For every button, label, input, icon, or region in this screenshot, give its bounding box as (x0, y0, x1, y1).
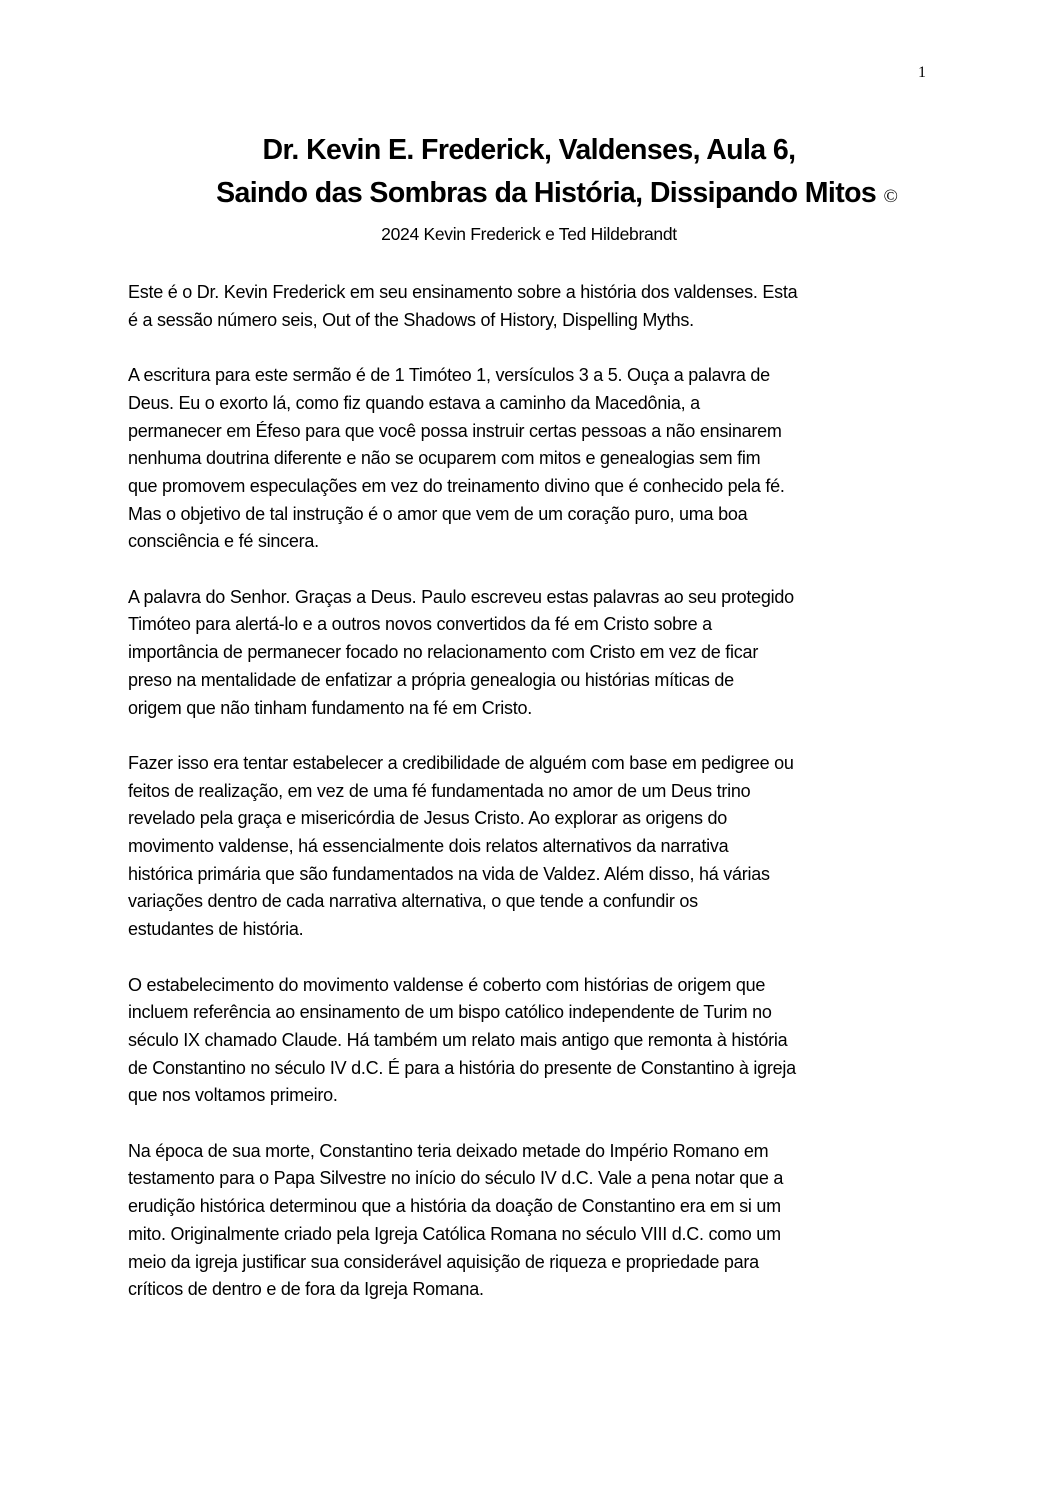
paragraph-line: mito. Originalmente criado pela Igreja Católica Romana no século VIII d.C. como um (128, 1223, 781, 1244)
paragraph-line: preso na mentalidade de enfatizar a própria genealogia ou histórias míticas de (128, 669, 734, 690)
paragraph (128, 279, 948, 334)
paragraph-line: erudição histórica determinou que a história da doação de Constantino era em si um (128, 1196, 781, 1217)
paragraph-line: Este é o Dr. Kevin Frederick em seu ensinamento sobre a história dos valdenses. Esta (128, 282, 798, 302)
subtitle: 2024 Kevin Frederick e Ted Hildebrandt (381, 224, 677, 244)
paragraph-line: é a sessão número seis, Out of the Shadows of History, Dispelling Myths. (128, 309, 694, 330)
paragraph-line: meio da igreja justificar sua considerável aquisição de riqueza e propriedade para (128, 1251, 759, 1272)
paragraph-line: de Constantino no século IV d.C. É para a história do presente de Constantino à igreja (128, 1057, 796, 1078)
paragraph-line: movimento valdense, há essencialmente dois relatos alternativos da narrativa (128, 836, 729, 857)
paragraph (128, 362, 948, 556)
paragraph-line: nenhuma doutrina diferente e não se ocuparem com mitos e genealogias sem fim (128, 448, 761, 469)
title-line-2 (28, 177, 1058, 210)
paragraph-line: que nos voltamos primeiro. (128, 1085, 338, 1106)
paragraph-line: Deus. Eu o exorto lá, como fiz quando estava a caminho da Macedônia, a (128, 392, 700, 413)
paragraph-line: consciência e fé sincera. (128, 531, 319, 552)
paragraph (128, 1138, 948, 1304)
paragraph (128, 750, 948, 944)
paragraph-line: incluem referência ao ensinamento de um bispo católico independente de Turim no (128, 1002, 772, 1023)
copyright-symbol: © (883, 186, 898, 207)
paragraph-line: Timóteo para alertá-lo e a outros novos convertidos da fé em Cristo sobre a (128, 614, 712, 635)
paragraph-line: estudantes de história. (128, 919, 304, 940)
paragraph-line: Mas o objetivo de tal instrução é o amor que vem de um coração puro, uma boa (128, 503, 748, 524)
paragraph-line: feitos de realização, em vez de uma fé fundamentada no amor de um Deus trino (128, 780, 751, 801)
paragraph-line: origem que não tinham fundamento na fé em Cristo. (128, 697, 532, 718)
title-line-1: Dr. Kevin E. Frederick, Valdenses, Aula 6, (262, 134, 796, 166)
document-body (128, 279, 948, 1332)
page-number: 1 (918, 64, 926, 81)
paragraph (128, 584, 948, 723)
paragraph-line: Na época de sua morte, Constantino teria deixado metade do Império Romano em (128, 1140, 769, 1161)
paragraph-line: revelado pela graça e misericórdia de Jesus Cristo. Ao explorar as origens do (128, 808, 728, 829)
paragraph-line: testamento para o Papa Silvestre no início do século IV d.C. Vale a pena notar que a (128, 1168, 784, 1189)
paragraph-line: século IX chamado Claude. Há também um relato mais antigo que remonta à história (128, 1029, 788, 1050)
paragraph-line: permanecer em Éfeso para que você possa instruir certas pessoas a não ensinarem (128, 420, 782, 441)
paragraph-line: Fazer isso era tentar estabelecer a credibilidade de alguém com base em pedigree ou (128, 752, 794, 773)
paragraph-line: variações dentro de cada narrativa alternativa, o que tende a confundir os (128, 891, 698, 912)
paragraph-line: A palavra do Senhor. Graças a Deus. Paulo escreveu estas palavras ao seu protegido (128, 586, 794, 607)
paragraph-line: críticos de dentro e de fora da Igreja Romana. (128, 1279, 484, 1300)
paragraph-line: importância de permanecer focado no relacionamento com Cristo em vez de ficar (128, 642, 759, 663)
title-line-2-text: Saindo das Sombras da História, Dissipando Mitos (216, 177, 877, 209)
paragraph-line: que promovem especulações em vez do treinamento divino que é conhecido pela fé. (128, 475, 785, 496)
paragraph (128, 972, 948, 1111)
paragraph-line: O estabelecimento do movimento valdense é coberto com histórias de origem que (128, 974, 766, 995)
paragraph-line: A escritura para este sermão é de 1 Timóteo 1, versículos 3 a 5. Ouça a palavra de (128, 365, 770, 386)
paragraph-line: histórica primária que são fundamentados na vida de Valdez. Além disso, há várias (128, 863, 770, 884)
